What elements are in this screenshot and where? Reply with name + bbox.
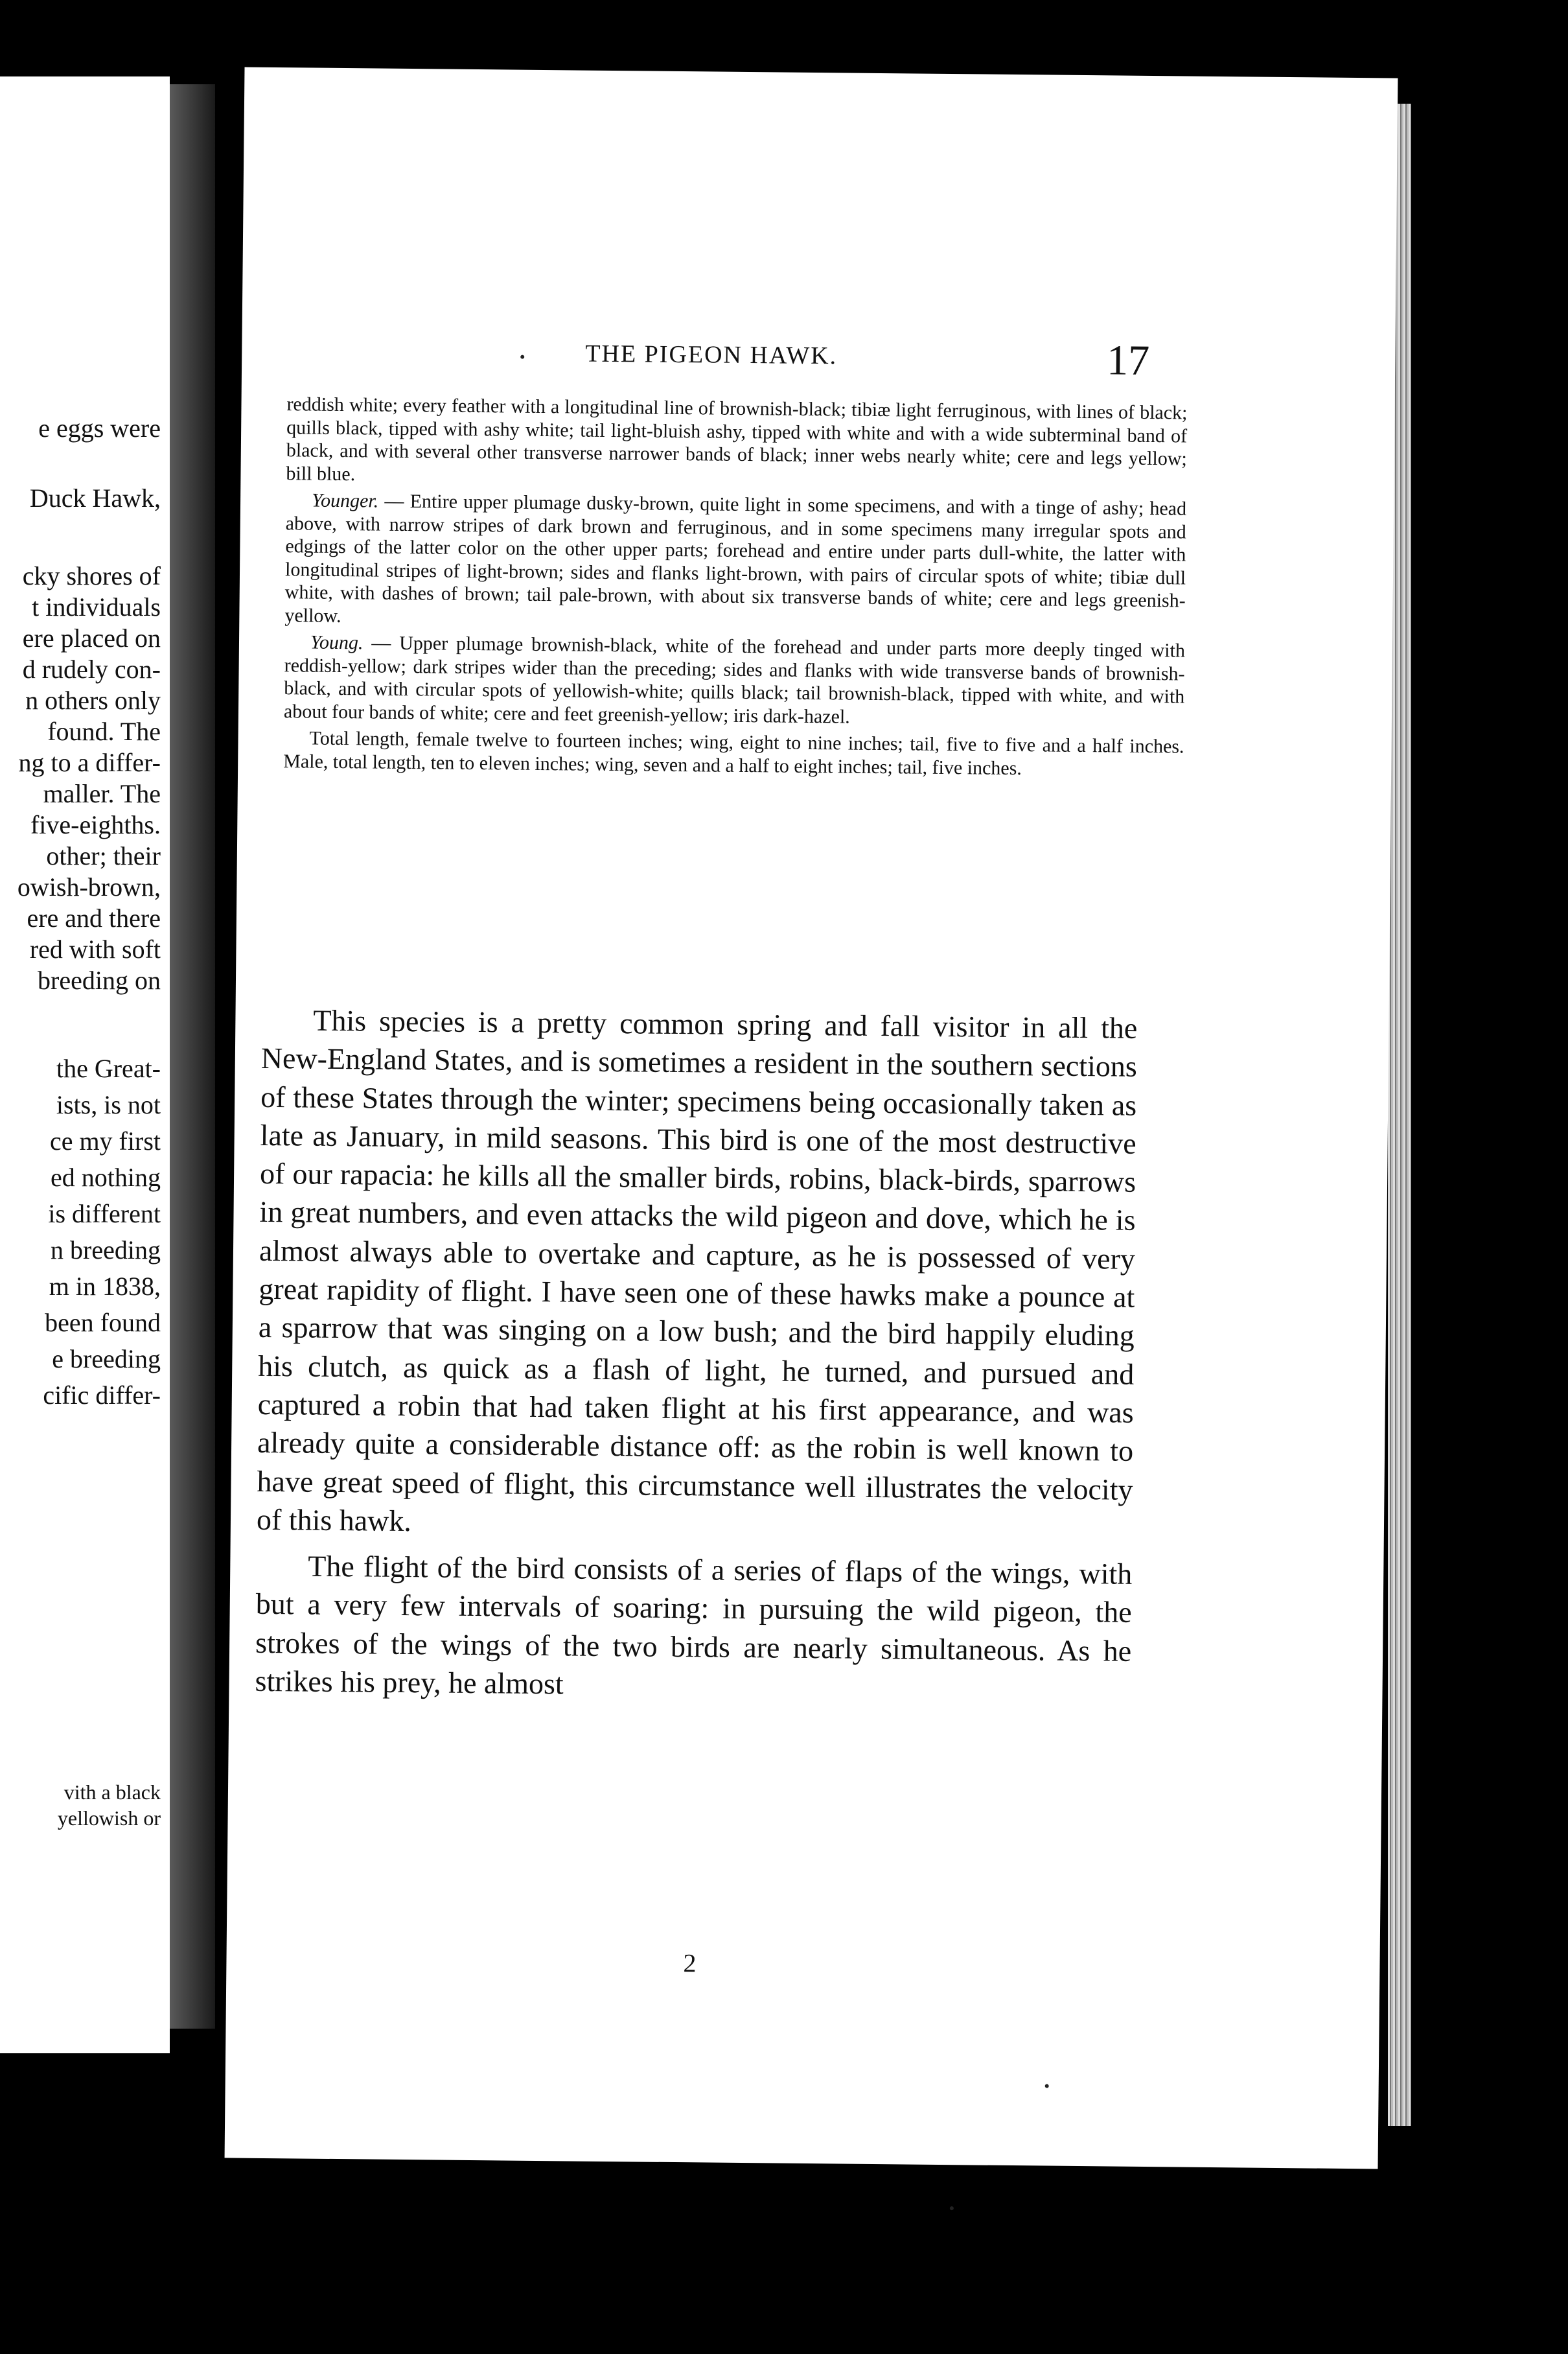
speck xyxy=(1045,2084,1049,2088)
book-page xyxy=(225,67,1398,2169)
running-head: THE PIGEON HAWK. xyxy=(585,340,838,370)
left-line: is different xyxy=(48,1199,161,1228)
book-gutter-shadow xyxy=(170,84,215,2029)
signature-mark: 2 xyxy=(683,1948,697,1978)
left-line: Duck Hawk, xyxy=(29,484,161,513)
paragraph: This species is a pretty common spring and fall visitor in all the New-England States, and is sometimes a resident in the southern sections of these States through the winter; specimens being occasionally taken as late as January, in mild seasons. This bird is one of the most destructive of our rapacia: he kills all the smaller birds, robins, black-birds, sparrows in great numbers, and even attacks the wild pigeon and dove, which he is almost always able to overtake and capture, as he is possessed of very great rapidity of flight. I have seen one of these hawks make a pounce at a sparrow that was singing on a low bush; and the bird happily eluding his clutch, as quick as a flash of light, he turned, and pursued and captured a robin that had taken flight at his first appearance, and was already quite a considerable distance off: as the robin is well known to have great speed of flight, this circumstance well illustrates the velocity of this hawk. xyxy=(256,1003,1138,1537)
measurements: Total length, female twelve to fourteen inches; wing, eight to nine inches; tail, five to five and a half inches. Male, total length, ten to eleven inches; wing, seven and a half to eight inches; tail, five inches. xyxy=(283,727,1184,779)
left-line: d rudely con- xyxy=(22,655,161,684)
adult-description: reddish white; every feather with a longitudinal line of brownish-black; tibiæ light ferruginous, with lines of black; quills black, tipped with ashy white; tail light-bluish ashy, tipped with white and with a wide subterminal band of black, and with several other transverse narrower bands of black; inner webs nearly white; cere and legs yellow; bill blue. xyxy=(286,393,1188,485)
left-line: the Great- xyxy=(56,1054,161,1083)
left-line: breeding on xyxy=(38,966,161,995)
left-line: five-eighths. xyxy=(30,810,161,839)
left-line: ng to a differ- xyxy=(18,748,161,777)
younger-description xyxy=(284,489,1186,635)
paragraph: The flight of the bird consists of a series of flaps of the wings, with but a very few intervals of soaring: in pursuing the wild pigeon, the strokes of the wings of the two birds are nearly simultaneous. As he strikes his prey, he almost xyxy=(255,1549,1133,1701)
left-line: ists, is not xyxy=(56,1090,161,1119)
left-line: found. The xyxy=(47,717,161,746)
left-line: ere and there xyxy=(27,903,161,933)
young-label: Young. xyxy=(310,631,363,654)
speck xyxy=(950,2206,954,2210)
species-description xyxy=(283,393,1188,781)
left-line: n others only xyxy=(25,686,161,715)
left-line: cific differ- xyxy=(43,1381,161,1410)
left-line: maller. The xyxy=(43,779,161,808)
younger-text: — Entire upper plumage dusky-brown, quite light in some specimens, and with a tinge of ashy; head above, with narrow stripes of dark brown and ferruginous, and in some specimens many irregular spots and edgings of the latter color on the other upper parts; forehead and entire under parts dull-white, the latter with longitudinal stripes of light-brown; sides and flanks light-brown, with pairs of circular spots of white; tibiæ dull white, with dashes of brown; tail pale-brown, with about six transverse bands of white; cere and legs greenish-yellow. xyxy=(284,490,1187,627)
left-line: t individuals xyxy=(32,592,161,622)
left-line: e eggs were xyxy=(38,414,161,443)
left-page-fragment xyxy=(0,76,170,2053)
page-number: 17 xyxy=(1106,336,1150,384)
body-text xyxy=(255,1001,1137,1708)
younger-label: Younger. xyxy=(311,489,379,512)
left-footnote-line: yellowish or xyxy=(57,1806,161,1830)
left-line: been found xyxy=(45,1308,161,1337)
left-footnote-line: vith a black xyxy=(63,1780,161,1804)
young-description xyxy=(284,631,1185,731)
left-line: owish-brown, xyxy=(17,872,161,902)
left-line: ere placed on xyxy=(22,623,161,653)
left-line: other; their xyxy=(46,841,161,870)
left-line: e breeding xyxy=(52,1344,161,1373)
left-line: ed nothing xyxy=(51,1163,161,1192)
left-line: cky shores of xyxy=(22,561,161,590)
young-text: — Upper plumage brownish-black, white of the forehead and under parts more deeply tinged with reddish-yellow; dark stripes wider than the preceding; sides and flanks with wide transverse bands of brownish-black, and with circular spots of yellowish-white; quills black; tail brownish-black, tipped with white, and with about four bands of white; cere and feet greenish-yellow; iris dark-hazel. xyxy=(283,632,1186,728)
left-line: n breeding xyxy=(51,1235,161,1264)
left-line: ce my first xyxy=(49,1126,161,1156)
speck xyxy=(520,355,524,359)
left-line: red with soft xyxy=(29,935,161,964)
left-line: m in 1838, xyxy=(49,1272,161,1301)
